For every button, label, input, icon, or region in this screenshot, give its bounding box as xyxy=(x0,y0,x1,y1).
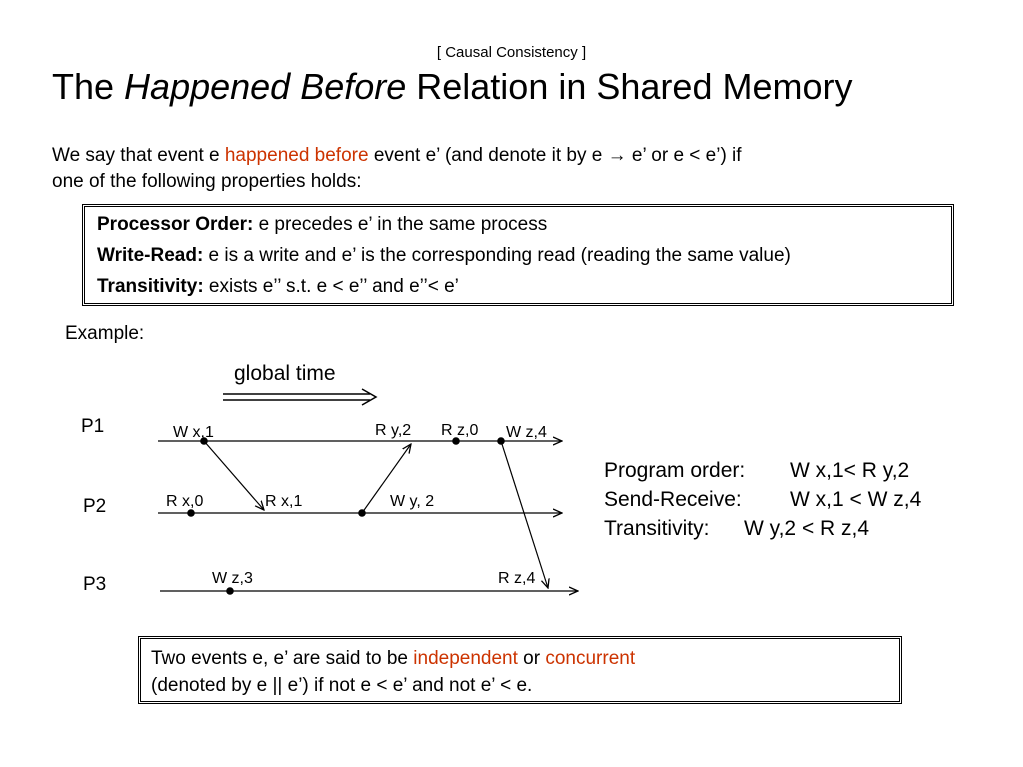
event-label-wx1: W x,1 xyxy=(173,424,214,441)
property-text: exists e’’ s.t. e < e’’ and e’’< e’ xyxy=(203,276,459,297)
message-wz4-to-rz4 xyxy=(501,441,548,588)
property-name: Transitivity: xyxy=(97,276,204,297)
arrow-icon: → xyxy=(607,145,627,166)
event-label-wy2: W y, 2 xyxy=(390,493,435,510)
relation-program-order xyxy=(604,456,921,485)
independence-line1 xyxy=(151,645,635,672)
intro-text1: We say that event e xyxy=(52,145,225,166)
relation-label: Program order: xyxy=(604,459,746,482)
property-text: e is a write and e’ is the corresponding read (reading the same value) xyxy=(203,245,791,266)
independence-line2: (denoted by e || e’) if not e < e’ and not e’ < e. xyxy=(151,675,533,696)
event-label-wz3: W z,3 xyxy=(212,570,253,587)
title-part2: Relation in Shared Memory xyxy=(406,66,853,107)
relation-value: W x,1 < W z,4 xyxy=(790,488,922,511)
independent-term: independent xyxy=(413,648,518,669)
process-label-p2: P2 xyxy=(83,496,107,517)
message-wx1-to-rx1 xyxy=(204,441,264,510)
process-label-p3: P3 xyxy=(83,574,107,595)
event-label-rx1: R x,1 xyxy=(265,493,303,510)
relations-list xyxy=(604,456,921,543)
title-italic: Happened Before xyxy=(124,66,407,107)
independence-text1: Two events e, e’ are said to be xyxy=(151,648,414,669)
global-time-arrow xyxy=(223,389,376,405)
relation-value: W x,1< R y,2 xyxy=(790,459,910,482)
independence-box xyxy=(138,636,902,704)
concurrent-term: concurrent xyxy=(545,648,636,669)
event-label-rx0: R x,0 xyxy=(166,493,204,510)
relation-send-receive xyxy=(604,485,921,514)
event-dot-p2-wy2 xyxy=(358,509,366,517)
event-label-rz4: R z,4 xyxy=(498,570,536,587)
relation-label: Transitivity: xyxy=(604,517,710,540)
property-text: e precedes e’ in the same process xyxy=(253,214,548,235)
event-dot-p3-wz3 xyxy=(226,587,234,595)
intro-line2: one of the following properties holds: xyxy=(52,171,362,192)
independence-or: or xyxy=(517,648,546,669)
global-time-label: global time xyxy=(234,362,336,385)
relation-value: W y,2 < R z,4 xyxy=(744,517,870,540)
event-label-ry2: R y,2 xyxy=(375,422,412,439)
section-label: [ Causal Consistency ] xyxy=(436,44,587,61)
example-label: Example: xyxy=(65,323,145,344)
intro-text2: event e’ (and denote it by e xyxy=(368,145,608,166)
event-label-rz0: R z,0 xyxy=(441,422,479,439)
event-label-wz4: W z,4 xyxy=(506,424,547,441)
relation-transitivity xyxy=(604,514,921,543)
relation-label: Send-Receive: xyxy=(604,488,742,511)
intro-highlight: happened before xyxy=(224,145,369,166)
event-dot-p2-rx0 xyxy=(187,509,195,517)
property-name: Write-Read: xyxy=(97,245,204,266)
property-name: Processor Order: xyxy=(97,214,254,235)
process-label-p1: P1 xyxy=(81,416,105,437)
title-part1: The xyxy=(52,66,125,107)
intro-text3: e’ or e < e’) if xyxy=(626,145,742,166)
event-dot-p1-wz4 xyxy=(497,437,505,445)
